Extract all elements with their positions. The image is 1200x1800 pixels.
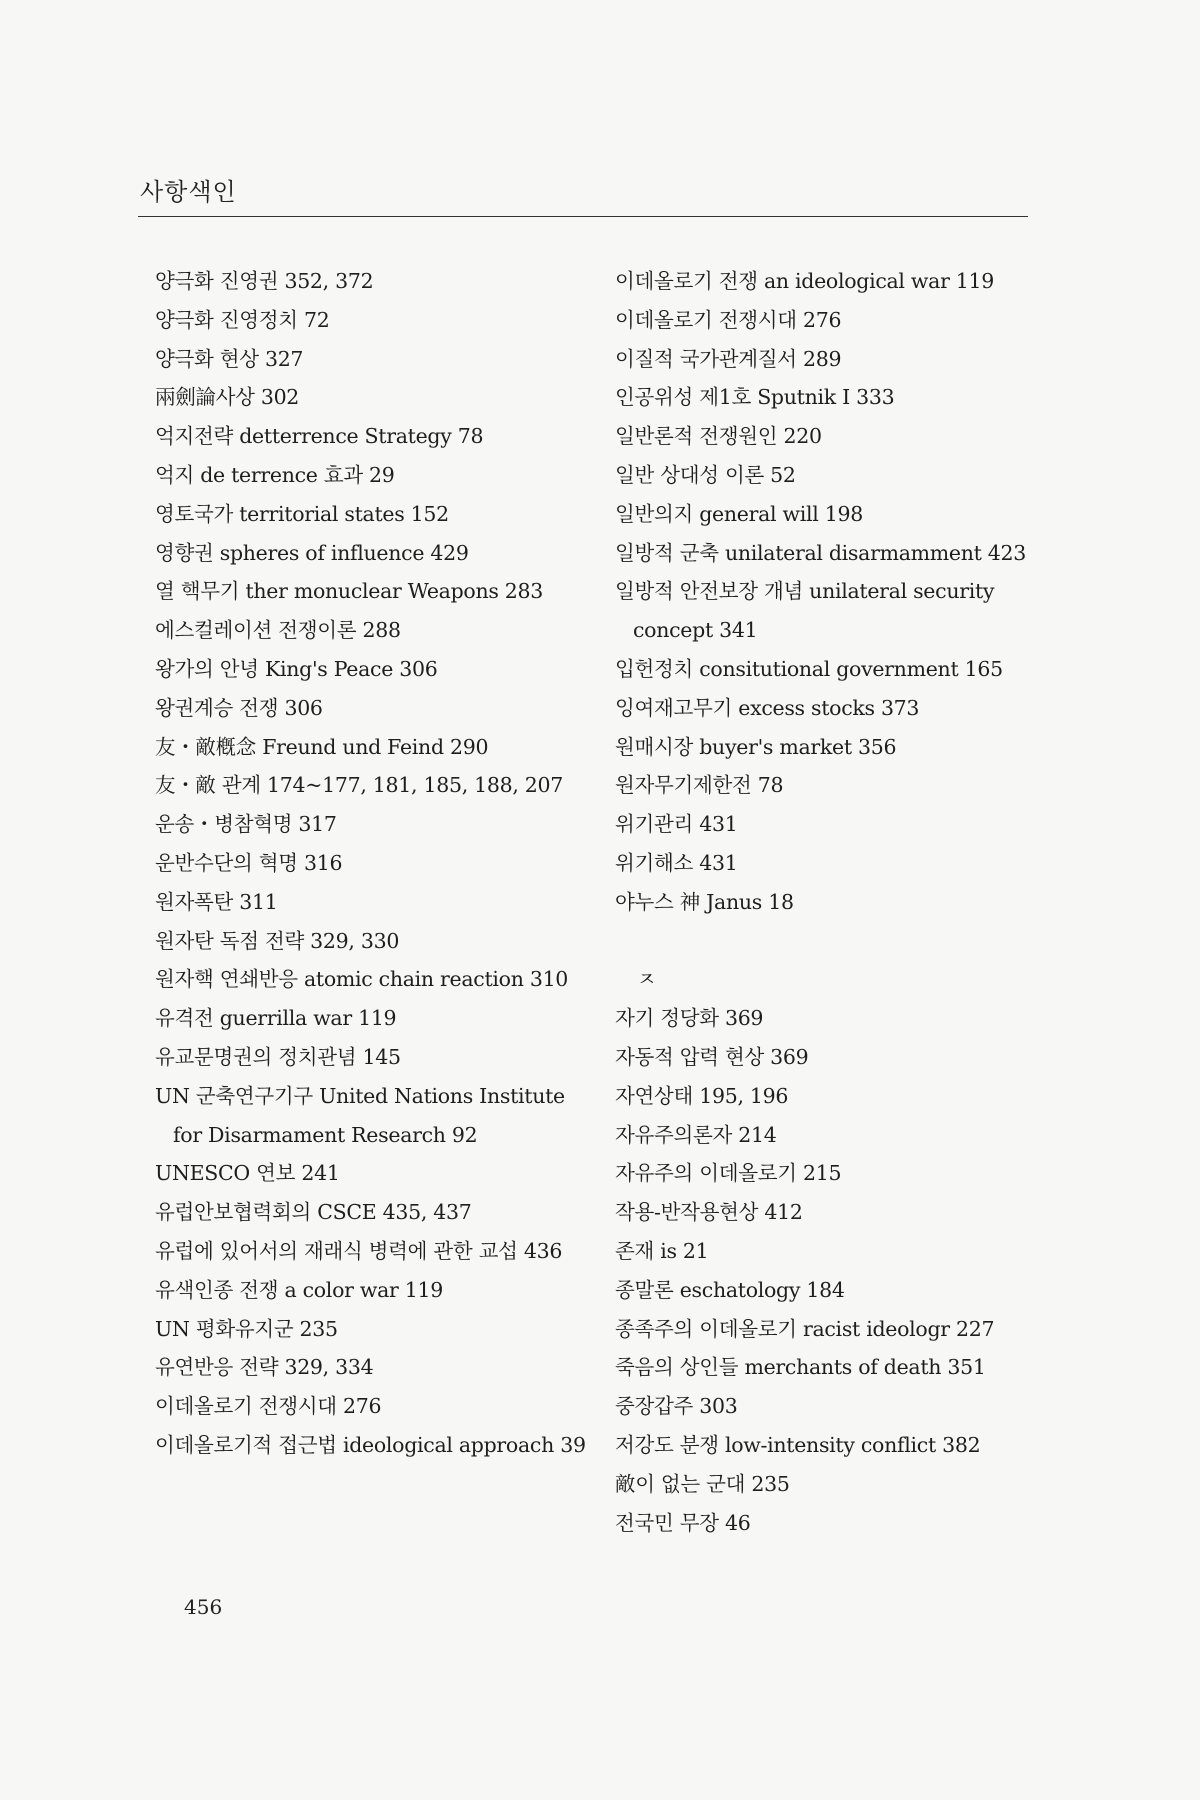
index-entry: 종말론 eschatology 184 (615, 1277, 845, 1302)
index-entry: 이데올로기 전쟁시대 276 (155, 1394, 382, 1419)
index-entry: 에스컬레이션 전쟁이론 288 (155, 618, 401, 643)
index-entry: 영토국가 territorial states 152 (155, 501, 449, 526)
index-entry: 열 핵무기 ther monuclear Weapons 283 (155, 579, 544, 604)
index-entry: 원자탄 독점 전략 329, 330 (155, 928, 400, 953)
index-entry: 이데올로기 전쟁시대 276 (615, 307, 842, 332)
index-entry: 입헌정치 consitutional government 165 (615, 656, 1003, 681)
index-entry: 유격전 guerrilla war 119 (155, 1006, 397, 1031)
index-entry: 인공위성 제1호 Sputnik I 333 (615, 385, 895, 410)
index-entry: 전국민 무장 46 (615, 1510, 751, 1535)
index-entry: 양극화 진영정치 72 (155, 307, 330, 332)
index-entry: 억지 de terrence 효과 29 (155, 462, 395, 487)
index-entry: 유교문명권의 정치관념 145 (155, 1044, 401, 1069)
index-entry: 원자핵 연쇄반응 atomic chain reaction 310 (155, 967, 569, 992)
index-entry: 유연반응 전략 329, 334 (155, 1355, 374, 1380)
index-entry: 일방적 군축 unilateral disarmamment 423 (615, 540, 1027, 565)
index-entry: 죽음의 상인들 merchants of death 351 (615, 1355, 986, 1380)
index-entry: 자기 정당화 369 (615, 1006, 764, 1031)
index-entry: 이질적 국가관계질서 289 (615, 346, 842, 371)
index-entry: 왕가의 안녕 King's Peace 306 (155, 656, 438, 681)
index-entry: 일반의지 general will 198 (615, 501, 863, 526)
index-entry: 敵이 없는 군대 235 (615, 1471, 790, 1496)
index-entry: 잉여재고무기 excess stocks 373 (615, 695, 920, 720)
index-entry: 양극화 현상 327 (155, 346, 304, 371)
index-entry: 위기해소 431 (615, 850, 738, 875)
index-column-right (615, 262, 1045, 1542)
index-entry: 존재 is 21 (615, 1238, 709, 1263)
index-entry: 일반론적 전쟁원인 220 (615, 424, 822, 449)
index-entry: 운반수단의 혁명 316 (155, 850, 343, 875)
index-entry: 원자폭탄 311 (155, 889, 278, 914)
section-spacer (615, 922, 1045, 961)
index-entry: 종족주의 이데올로기 racist ideologr 227 (615, 1316, 995, 1341)
index-entry: 이데올로기 전쟁 an ideological war 119 (615, 269, 995, 293)
index-entry: 友・敵 관계 174~177, 181, 185, 188, 207 (155, 773, 564, 798)
index-entry: 일방적 안전보장 개념 unilateral security concept 341 (615, 579, 995, 643)
page-number: 456 (184, 1595, 223, 1619)
index-entry: UNESCO 연보 241 (155, 1161, 340, 1186)
index-column-left (155, 262, 585, 1465)
index-entry: UN 군축연구기구 United Nations Institute for Disarmament Research 92 (155, 1083, 565, 1147)
section-letter: ㅈ (637, 967, 657, 992)
index-entry: 작용-반작용현상 412 (615, 1200, 803, 1225)
index-entry: 억지전략 detterrence Strategy 78 (155, 424, 484, 449)
index-entry: 운송・병참혁명 317 (155, 812, 337, 837)
index-entry: 영향권 spheres of influence 429 (155, 540, 469, 565)
index-entry: 저강도 분쟁 low-intensity conflict 382 (615, 1432, 981, 1457)
index-entry: 자유주의론자 214 (615, 1122, 777, 1147)
index-entry: UN 평화유지군 235 (155, 1316, 338, 1341)
index-entry: 원매시장 buyer's market 356 (615, 734, 897, 759)
index-entry: 원자무기제한전 78 (615, 773, 784, 798)
index-entry: 유색인종 전쟁 a color war 119 (155, 1277, 443, 1302)
index-entry: 중장갑주 303 (615, 1394, 738, 1419)
index-entry: 이데올로기적 접근법 ideological approach 39 (155, 1432, 586, 1457)
index-entry: 자유주의 이데올로기 215 (615, 1161, 842, 1186)
index-entry: 야누스 神 Janus 18 (615, 889, 794, 914)
index-entry: 왕권계승 전쟁 306 (155, 695, 323, 720)
index-entry: 자동적 압력 현상 369 (615, 1044, 809, 1069)
index-entry: 자연상태 195, 196 (615, 1083, 789, 1108)
header-rule (138, 216, 1028, 217)
index-entry: 유럽안보협력회의 CSCE 435, 437 (155, 1200, 472, 1225)
index-entry: 友・敵槪念 Freund und Feind 290 (155, 734, 489, 759)
index-entry: 일반 상대성 이론 52 (615, 462, 796, 487)
page-header-title: 사항색인 (140, 178, 237, 206)
index-entry: 위기관리 431 (615, 812, 738, 837)
index-entry: 양극화 진영권 352, 372 (155, 269, 374, 293)
index-entry: 兩劍論사상 302 (155, 385, 300, 410)
index-entry: 유럽에 있어서의 재래식 병력에 관한 교섭 436 (155, 1238, 563, 1263)
